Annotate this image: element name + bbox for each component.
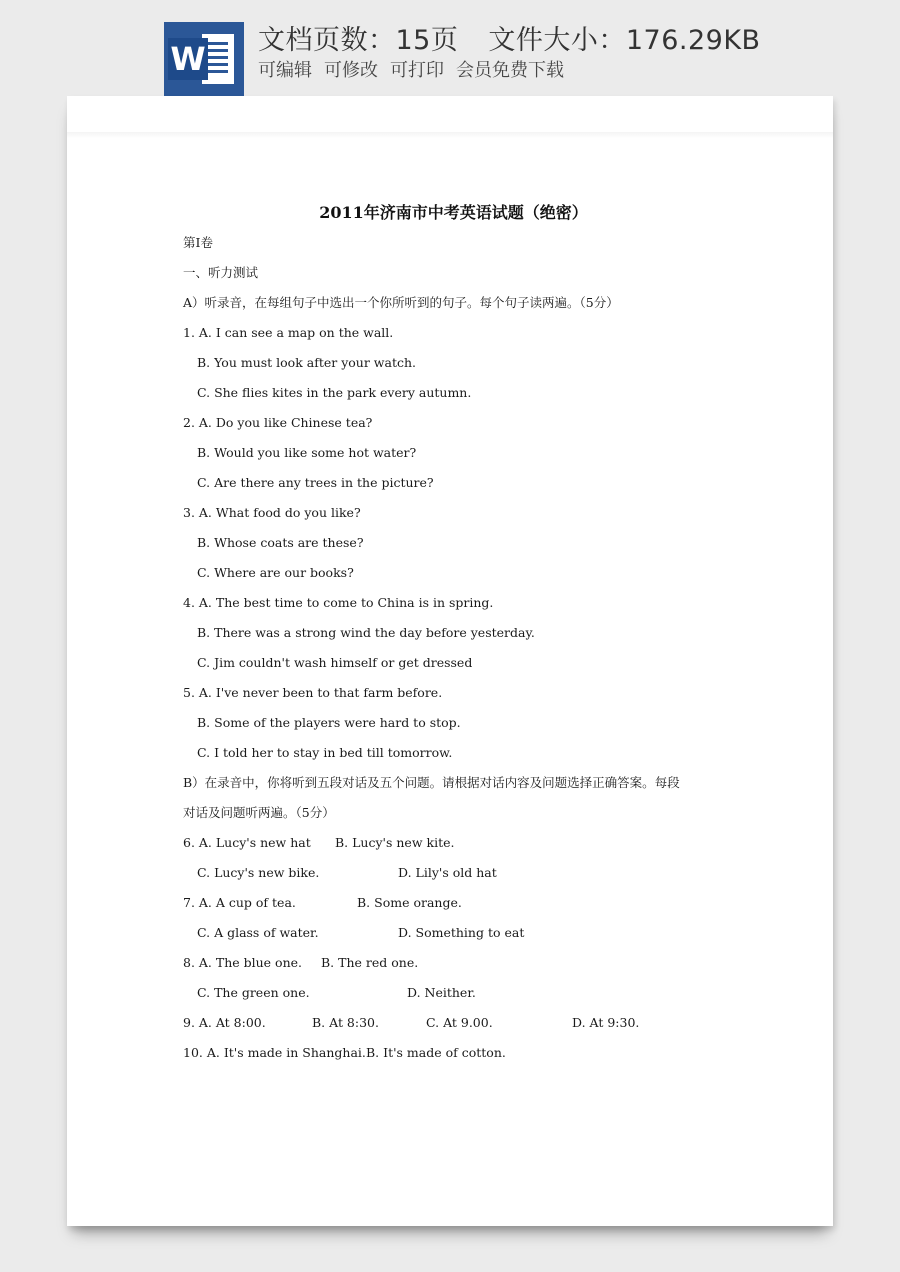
question-3-c: C. Where are our books? <box>197 565 354 580</box>
volume-heading: 第Ⅰ卷 <box>183 235 213 250</box>
question-7-row-2 <box>197 924 743 942</box>
question-6-b: B. Lucy's new kite. <box>335 835 455 850</box>
question-8-d: D. Neither. <box>407 985 476 1000</box>
download-banner <box>0 0 900 96</box>
question-4-b: B. There was a strong wind the day before yesterday. <box>197 625 535 640</box>
feature-modifiable: 可修改 <box>324 60 378 81</box>
question-8-a: 8. A. The blue one. <box>183 955 303 970</box>
question-9-c: C. At 9.00. <box>426 1015 493 1030</box>
question-1-a: 1. A. I can see a map on the wall. <box>183 325 394 340</box>
question-9-a: 9. A. At 8:00. <box>183 1015 266 1030</box>
question-5-b: B. Some of the players were hard to stop. <box>197 715 461 730</box>
feature-printable: 可打印 <box>390 60 444 81</box>
part-b-instruction-2: 对话及问题听两遍。（5分） <box>183 805 335 820</box>
part-a-instruction: A）听录音，在每组句子中选出一个你所听到的句子。每个句子读两遍。（5分） <box>183 295 619 310</box>
question-6-a: 6. A. Lucy's new hat <box>183 835 311 850</box>
question-7-c: C. A glass of water. <box>197 925 319 940</box>
question-4-a: 4. A. The best time to come to China is in spring. <box>183 595 494 610</box>
question-2-b: B. Would you like some hot water? <box>197 445 417 460</box>
file-meta <box>258 18 761 57</box>
question-8-row-2 <box>197 984 743 1002</box>
feature-editable: 可编辑 <box>258 60 312 81</box>
question-5-c: C. I told her to stay in bed till tomorrow. <box>197 745 453 760</box>
question-1-b: B. You must look after your watch. <box>197 355 416 370</box>
question-8-row-1 <box>183 954 743 972</box>
question-2-a: 2. A. Do you like Chinese tea? <box>183 415 373 430</box>
feature-member-download: 会员免费下载 <box>456 60 564 81</box>
word-doc-icon <box>164 22 244 96</box>
question-4-c: C. Jim couldn't wash himself or get dressed <box>197 655 473 670</box>
question-7-b: B. Some orange. <box>357 895 462 910</box>
question-8-b: B. The red one. <box>321 955 419 970</box>
question-8-c: C. The green one. <box>197 985 310 1000</box>
section-heading: 一、听力测试 <box>183 265 259 280</box>
feature-list <box>258 56 564 82</box>
document-page <box>67 96 833 1226</box>
question-10-a: 10. A. It's made in Shanghai. <box>183 1045 366 1060</box>
document-title: 2011年济南市中考英语试题（绝密） <box>319 203 588 222</box>
question-6-row-2 <box>197 864 743 882</box>
question-6-row-1 <box>183 834 743 852</box>
question-7-a: 7. A. A cup of tea. <box>183 895 296 910</box>
word-letter: W <box>168 38 208 80</box>
question-3-a: 3. A. What food do you like? <box>183 505 361 520</box>
question-6-c: C. Lucy's new bike. <box>197 865 320 880</box>
question-10-row <box>183 1044 743 1062</box>
question-10-b: B. It's made of cotton. <box>366 1045 506 1060</box>
question-3-b: B. Whose coats are these? <box>197 535 364 550</box>
question-6-d: D. Lily's old hat <box>398 865 497 880</box>
question-7-d: D. Something to eat <box>398 925 525 940</box>
page-count: 文档页数：15页 <box>258 25 459 56</box>
part-b-instruction-1: B）在录音中，你将听到五段对话及五个问题。请根据对话内容及问题选择正确答案。每段 <box>183 775 680 790</box>
question-9-row <box>183 1014 743 1032</box>
question-9-b: B. At 8:30. <box>312 1015 379 1030</box>
question-5-a: 5. A. I've never been to that farm before. <box>183 685 443 700</box>
file-size: 文件大小：176.29KB <box>488 25 761 56</box>
question-9-d: D. At 9:30. <box>572 1015 640 1030</box>
question-2-c: C. Are there any trees in the picture? <box>197 475 434 490</box>
question-1-c: C. She flies kites in the park every autumn. <box>197 385 472 400</box>
question-7-row-1 <box>183 894 743 912</box>
